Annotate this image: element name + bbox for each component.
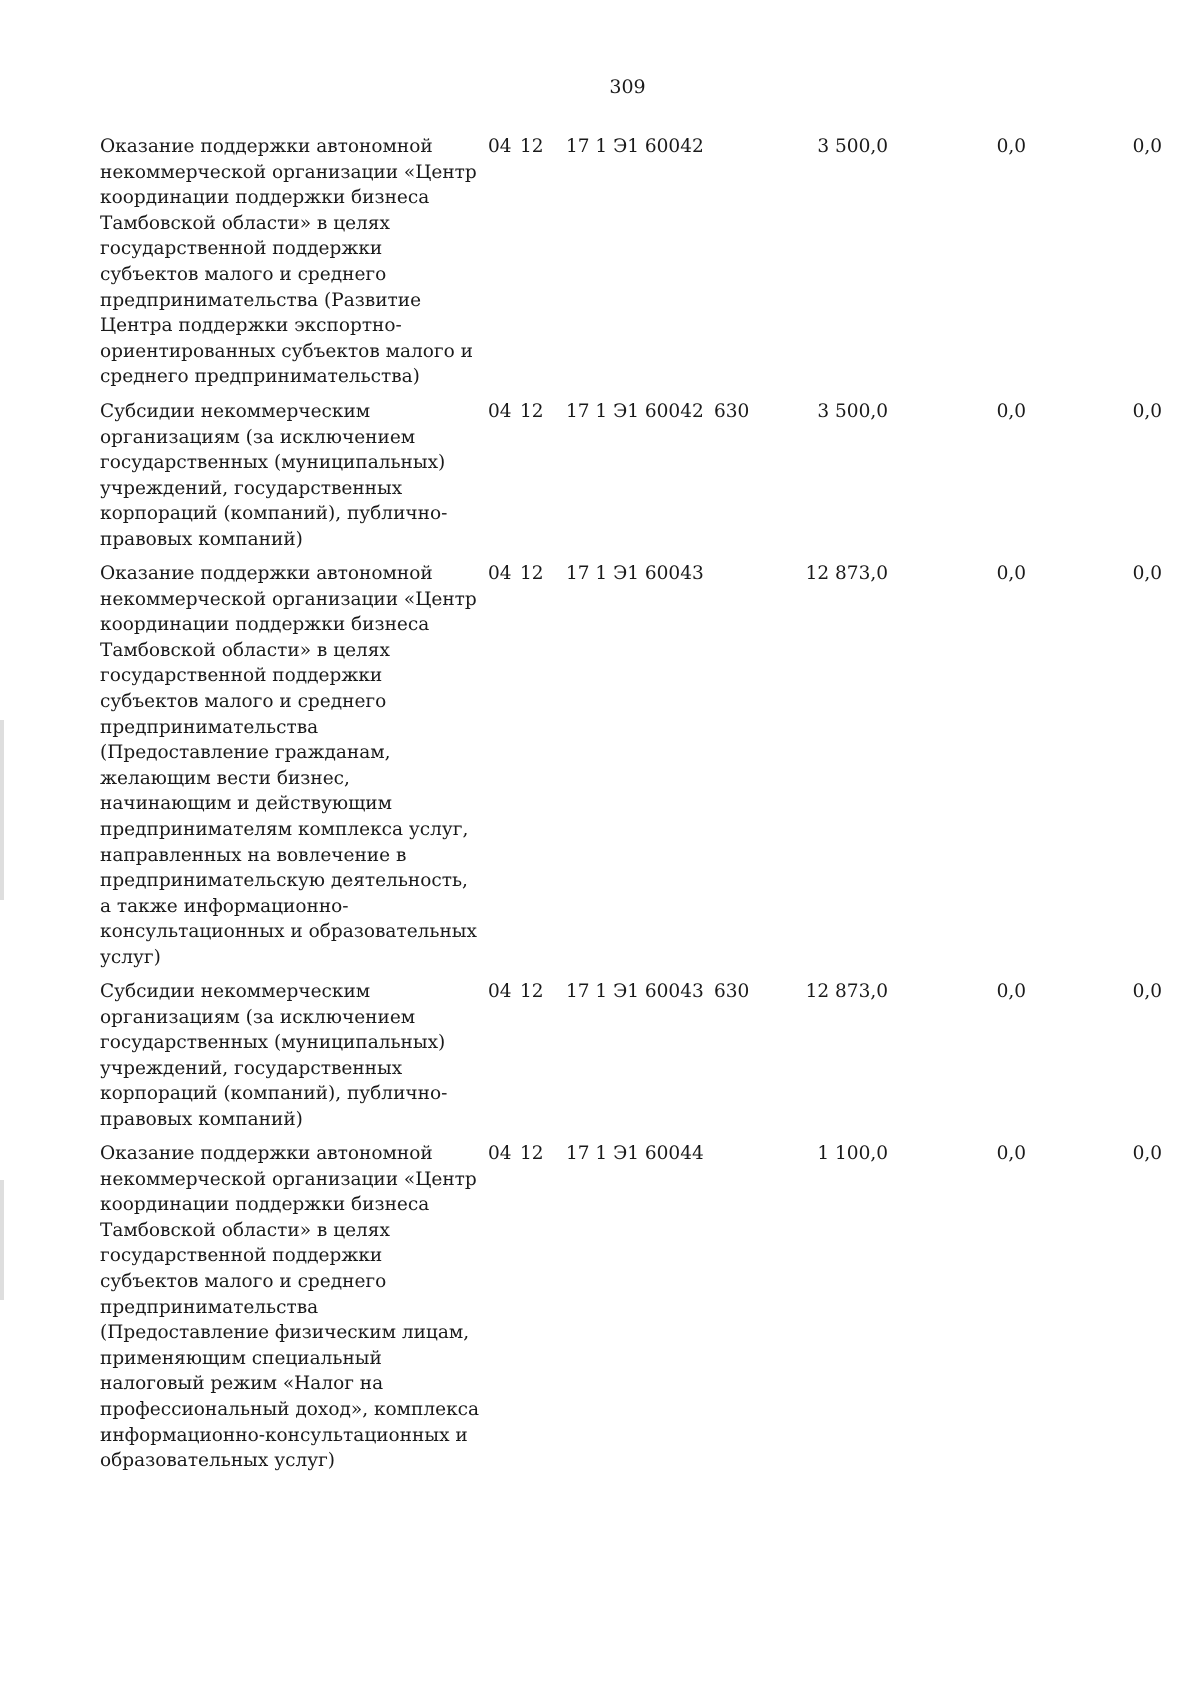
row-sum-2: 0,0: [996, 136, 1026, 157]
row-csr: 17 1 Э1 60042: [566, 401, 704, 422]
row-razdel: 04: [488, 401, 512, 422]
row-razdel: 04: [488, 563, 512, 584]
row-razdel: 04: [488, 981, 512, 1002]
scan-edge-mark: [0, 720, 4, 900]
row-vr: 630: [714, 401, 750, 422]
row-sum-3: 0,0: [1132, 401, 1162, 422]
row-sum-1: 12 873,0: [805, 563, 888, 584]
row-csr: 17 1 Э1 60042: [566, 136, 704, 157]
row-csr: 17 1 Э1 60044: [566, 1143, 704, 1164]
row-sum-3: 0,0: [1132, 563, 1162, 584]
row-podrazdel: 12: [520, 1143, 544, 1164]
row-csr: 17 1 Э1 60043: [566, 981, 704, 1002]
scan-edge-mark: [0, 1180, 4, 1300]
row-csr: 17 1 Э1 60043: [566, 563, 704, 584]
row-razdel: 04: [488, 136, 512, 157]
row-name: Оказание поддержки автономной некоммерческой организации «Центр координации поддержки бизнеса Тамбовской области» в целях государственной поддержки субъектов малого и среднего предпринимательства (Предоставление гражданам, желающим вести бизнес, начинающим и действующим предпринимателям комплекса услуг, направленных на вовлечение в предпринимательскую деятельность, а также информационно- консультационных и образовательных услуг): [100, 563, 477, 968]
row-sum-1: 3 500,0: [817, 401, 888, 422]
row-sum-2: 0,0: [996, 981, 1026, 1002]
row-podrazdel: 12: [520, 136, 544, 157]
row-razdel: 04: [488, 1143, 512, 1164]
row-name: Субсидии некоммерческим организациям (за исключением государственных (муниципальных) учреждений, государственных корпораций (компаний), публично- правовых компаний): [100, 401, 448, 550]
row-sum-2: 0,0: [996, 401, 1026, 422]
row-name: Субсидии некоммерческим организациям (за исключением государственных (муниципальных) учреждений, государственных корпораций (компаний), публично- правовых компаний): [100, 981, 448, 1130]
row-sum-1: 3 500,0: [817, 136, 888, 157]
row-name: Оказание поддержки автономной некоммерческой организации «Центр координации поддержки бизнеса Тамбовской области» в целях государственной поддержки субъектов малого и среднего предпринимательства (Развитие Центра поддержки экспортно- ориентированных субъектов малого и среднего предпринимательства): [100, 136, 477, 388]
row-vr: 630: [714, 981, 750, 1002]
row-sum-2: 0,0: [996, 1143, 1026, 1164]
row-sum-3: 0,0: [1132, 981, 1162, 1002]
row-sum-3: 0,0: [1132, 136, 1162, 157]
row-name: Оказание поддержки автономной некоммерческой организации «Центр координации поддержки бизнеса Тамбовской области» в целях государственной поддержки субъектов малого и среднего предпринимательства (Предоставление физическим лицам, применяющим специальный налоговый режим «Налог на профессиональный доход», комплекса информационно-консультационных и образовательных услуг): [100, 1143, 480, 1472]
row-sum-2: 0,0: [996, 563, 1026, 584]
row-podrazdel: 12: [520, 563, 544, 584]
row-sum-3: 0,0: [1132, 1143, 1162, 1164]
page-number: 309: [609, 76, 646, 98]
row-sum-1: 12 873,0: [805, 981, 888, 1002]
row-podrazdel: 12: [520, 401, 544, 422]
row-sum-1: 1 100,0: [817, 1143, 888, 1164]
row-podrazdel: 12: [520, 981, 544, 1002]
